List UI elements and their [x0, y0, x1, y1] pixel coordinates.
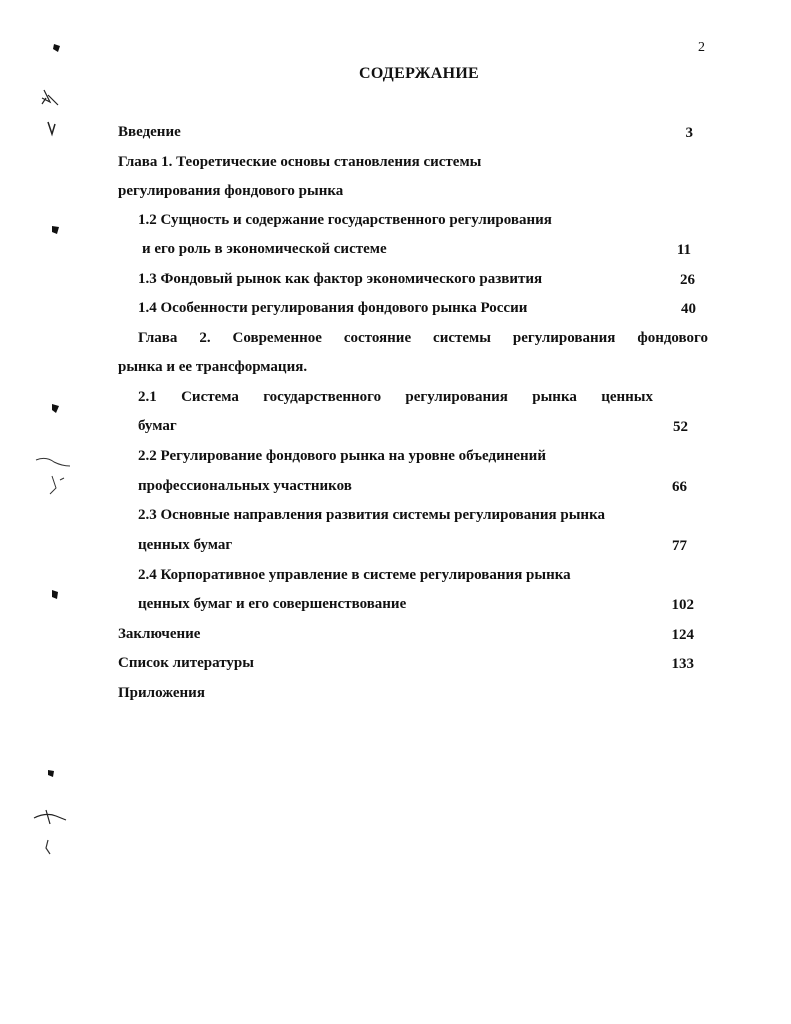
toc-section-1-2-line-2: и его роль в экономической системе — [142, 241, 387, 257]
toc-chapter-2-line-2: рынка и ее трансформация. — [118, 359, 308, 375]
scribble-mark-3 — [36, 458, 70, 494]
hole-mark-4 — [52, 590, 58, 599]
toc-section-1-4: 1.4 Особенности регулирования фондового рынка России — [138, 300, 528, 316]
toc-section-2-4-line-2: ценных бумаг и его совершенствование — [138, 596, 407, 612]
toc-entry-literature: Список литературы — [118, 655, 254, 671]
toc-section-1-2-line-1: 1.2 Сущность и содержание государственного регулирования — [138, 212, 552, 228]
hole-mark-1 — [53, 44, 60, 52]
toc-section-2-3-line-2: ценных бумаг — [138, 537, 233, 553]
toc-chapter-2-line-1: Глава 2. Современное состояние системы регулирования фондового — [138, 330, 708, 346]
toc-page-2-4: 102 — [671, 597, 694, 613]
toc-page-1-4: 40 — [681, 301, 696, 317]
toc-section-2-2-line-2: профессиональных участников — [138, 478, 352, 494]
toc-page-1-3: 26 — [680, 272, 695, 288]
toc-chapter-1-line-1: Глава 1. Теоретические основы становления системы — [118, 154, 482, 170]
toc-page-1-2: 11 — [676, 242, 691, 258]
toc-page-2-1: 52 — [673, 419, 688, 435]
toc-entry-conclusion: Заключение — [118, 626, 201, 642]
toc-section-2-3-line-1: 2.3 Основные направления развития системы регулирования рынка — [138, 507, 605, 523]
toc-title: СОДЕРЖАНИЕ — [359, 65, 480, 82]
hole-mark-2 — [52, 226, 59, 234]
toc-section-1-3: 1.3 Фондовый рынок как фактор экономического развития — [138, 271, 543, 287]
toc-chapter-1-line-2: регулирования фондового рынка — [118, 183, 344, 199]
toc-section-2-1-line-2: бумаг — [138, 418, 177, 434]
scribble-mark-1 — [42, 90, 58, 105]
toc-page-2-3: 77 — [672, 538, 687, 554]
toc-page-conclusion: 124 — [671, 627, 694, 643]
toc-entry-appendix: Приложения — [118, 685, 205, 701]
scribble-mark-2 — [48, 122, 55, 134]
toc-page-2-2: 66 — [672, 479, 687, 495]
toc-entry-intro: Введение — [118, 124, 181, 140]
scribble-mark-4 — [34, 810, 66, 824]
toc-section-2-1-line-1: 2.1 Система государственного регулирования рынка ценных — [138, 389, 653, 405]
toc-page-intro: 3 — [685, 125, 693, 141]
page-number: 2 — [698, 40, 705, 55]
hole-mark-5 — [48, 770, 54, 777]
toc-section-2-4-line-1: 2.4 Корпоративное управление в системе регулирования рынка — [138, 567, 571, 583]
toc-section-2-2-line-1: 2.2 Регулирование фондового рынка на уровне объединений — [138, 448, 546, 464]
scribble-mark-5 — [46, 840, 50, 854]
scan-margin-marks — [0, 0, 120, 1024]
hole-mark-3 — [52, 404, 59, 413]
toc-page-literature: 133 — [671, 656, 694, 672]
